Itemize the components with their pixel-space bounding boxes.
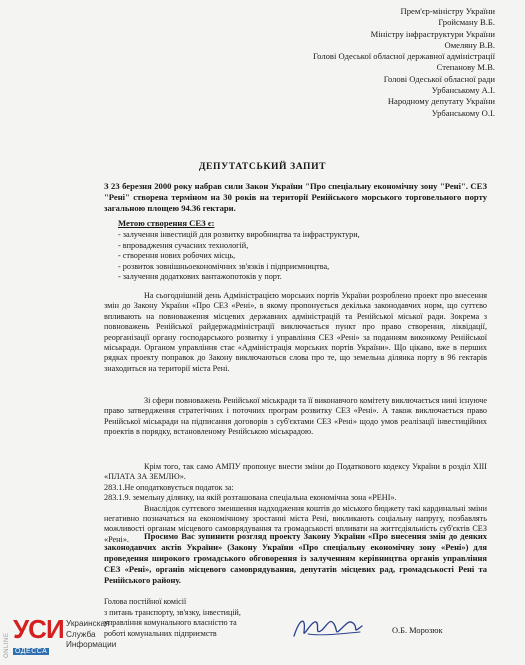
- goal-item: - створення нових робочих місць,: [118, 251, 236, 261]
- signatory-position: [104, 597, 241, 639]
- intro-paragraph: З 23 березня 2000 року набрав сили Закон України "Про спеціальну економічну зону "Рені". СЕЗ "Рені" створена терміном на 30 років на території Ренійського морського торговельного порту загальною площею 94.36 гектари.: [104, 181, 487, 213]
- paragraph-text: 283.1.Не оподатковується податок за:: [104, 482, 234, 492]
- goal-item: - залучення інвестицій для розвитку виробництва та інфраструктури,: [118, 230, 360, 239]
- logo-mark: УСИ: [13, 614, 64, 644]
- addressee-line: Урбанському А.І.: [431, 85, 495, 96]
- position-line: роботі комунальних підприємств: [104, 628, 217, 638]
- usi-logo: [4, 612, 124, 662]
- addressee-line: Степанову М.В.: [436, 62, 495, 73]
- paragraph-text: Просимо Вас зупинити розгляд проекту Закону України «Про внесення змін до деяких законодавчих актів України» (Закону України «Про спеціальну економічну зону «Рені») для проведення широкого громадського обговорення із залученням керівництва органів управління СЕЗ «Рені», органів місцевого самоврядування, депутатів місцевих рад, громадськості Рені та Ренійського району.: [104, 531, 487, 585]
- paragraph-text: Крім того, так само АМПУ пропонує внести зміни до Податкового кодексу України в розділ XIII «ПЛАТА ЗА ЗЕМЛЮ».: [104, 462, 487, 482]
- addressee-line: Голові Одеської обласної ради: [383, 73, 495, 84]
- addressee-line: Омеляну В.В.: [444, 39, 495, 50]
- logo-tagline-line: Украинская: [66, 619, 110, 628]
- addressee-line: Урбанському О.І.: [431, 107, 495, 118]
- paragraph-text: 283.1.9. земельну ділянку, на якій розташована спеціальна економічна зона «РЕНІ».: [104, 493, 397, 503]
- paragraph-text: На сьогоднішній день Адміністрацією морських портів України розроблено проект про внесення змін до Закону України «Про СЕЗ «Рені», в якому пропонується декілька законодавчих норм, що суттєво впливають на повноваження місцевих державних адміністрацій та Ренійської міської ради. Зокрема з повноважень Ренійської райдержадміністрації виключається пункт про право створення, ліквідації, реорганізації органу господарського розвитку і управління СЕЗ «Рені» за поданням виконкому Ренійської міськради. Органом управління стає «Адміністрація морських портів України». Що цікаво, вже в перших рядках проекту поправок до Закону виключаються слова про те, що земельна ділянка порту в 96 гектарів знаходиться на території міста Рені.: [104, 291, 487, 373]
- paragraph-text: Внаслідок суттєвого зменшення надходження коштів до міського бюджету такі кардинальні зміни негативно позначаться на економічному зростанні міста Рені, викликають соціальну напругу, позбавлять можливості органам місцевого самоврядування та громадськості впливати на життєдіяльність суб'єктів СЕЗ «Рені».: [104, 503, 487, 544]
- logo-tagline: [66, 619, 116, 651]
- paragraph-request: [104, 531, 487, 586]
- logo-tagline-line: Информации: [66, 640, 117, 650]
- handwritten-signature: [290, 612, 370, 642]
- goal-item: - розвиток зовнішньоекономічних зв'язків і підприємництва,: [118, 261, 330, 271]
- position-line: управління комунального власністю та: [104, 618, 237, 628]
- document-title: ДЕПУТАТСЬКИЙ ЗАПИТ: [198, 161, 327, 172]
- logo-online-label: ONLINE: [4, 632, 10, 658]
- addressee-line: Народному депутату України: [387, 96, 495, 107]
- goal-item: - впровадження сучасних технологій,: [118, 240, 249, 250]
- goals-heading: Метою створення СЕЗ є:: [118, 218, 215, 228]
- paragraph-text: Зі сфери повноважень Ренійської міськради та її виконавчого комітету виключається нині існуюче право затвердження стратегічних і поточних програм розвитку СЕЗ «Рені». А також виключається право Ренійської міськради на підписання договорів з суб'єктами СЕЗ «Рені» щодо умов реалізації інвестиційних проектів в порядку, встановленому Ренійською міськрадою.: [104, 396, 488, 437]
- addressee-block: [313, 6, 495, 119]
- addressee-line: Гройсману В.Б.: [438, 17, 495, 28]
- addressee-line: Прем'єр-міністру України: [400, 6, 495, 16]
- paragraph-council-powers: [104, 396, 487, 438]
- goal-item: - залучення додаткових вантажопотоків у порт.: [118, 272, 282, 282]
- position-line: Голова постійної комісії: [104, 597, 187, 606]
- addressee-line: Міністру інфраструктури України: [370, 28, 495, 39]
- addressee-line: Голові Одеської обласної державної адміністрації: [312, 51, 495, 62]
- goals-list: [118, 230, 360, 283]
- logo-tagline-line: Служба: [66, 629, 96, 639]
- logo-city: ОДЕССА: [15, 648, 48, 655]
- position-line: з питань транспорту, зв'язку, інвестицій,: [104, 607, 241, 617]
- signatory-name: О.Б. Морозюк: [392, 626, 443, 635]
- paragraph-ampu-project: [104, 291, 487, 374]
